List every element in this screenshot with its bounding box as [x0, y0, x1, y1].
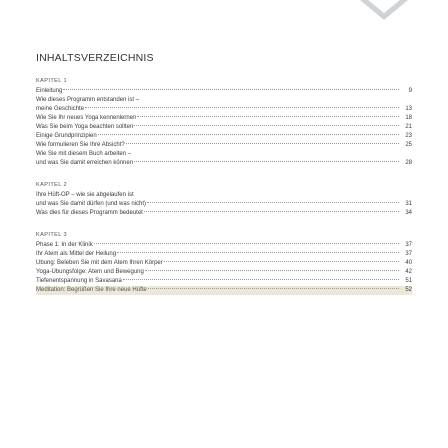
- toc-entry: [36, 159, 412, 168]
- toc-entry: [36, 123, 412, 132]
- toc-entry: [36, 277, 412, 286]
- toc-entry-title: Einleitung: [36, 88, 63, 94]
- toc-entry: [36, 132, 412, 141]
- corner-chevron-icon: [360, 0, 408, 32]
- table-of-contents: [36, 78, 412, 295]
- toc-page-number: 21: [405, 124, 412, 130]
- toc-page-number: 9: [408, 88, 412, 94]
- toc-page-number: 31: [405, 201, 412, 207]
- toc-page-number: 34: [405, 210, 412, 216]
- toc-entry-title: Wie dieses Programm entstanden ist –: [36, 97, 140, 103]
- toc-page-number: 23: [405, 133, 412, 139]
- dot-leader: [94, 243, 399, 244]
- toc-page-number: 18: [405, 115, 412, 121]
- toc-entry-title: meine Geschichte: [36, 106, 85, 112]
- dot-leader: [134, 125, 399, 126]
- toc-entry-title: Tiefenentspannung in Savasana: [36, 278, 122, 284]
- chapter-heading: KAPITEL 3: [36, 232, 68, 238]
- chapter-section: [36, 182, 412, 218]
- dot-leader: [117, 252, 399, 253]
- dot-leader: [164, 261, 399, 262]
- toc-entry: [36, 96, 412, 105]
- toc-page-number: 37: [405, 242, 412, 248]
- dot-leader: [137, 116, 399, 117]
- dot-leader: [144, 211, 399, 212]
- toc-entry: [36, 241, 412, 250]
- toc-entry-title: Was dies für dieses Programm bedeutet: [36, 210, 143, 216]
- toc-entry-title: Wie formulieren Sie Ihre Absicht?: [36, 142, 125, 148]
- dot-leader: [85, 107, 399, 108]
- toc-entry: [36, 105, 412, 114]
- toc-page-number: 51: [405, 278, 412, 284]
- toc-page-number: 28: [405, 160, 412, 166]
- toc-entry-title: Einige Grundprinzipien: [36, 133, 97, 139]
- toc-entry: [36, 286, 412, 295]
- toc-entry: [36, 141, 412, 150]
- toc-entry: [36, 114, 412, 123]
- toc-entry-title: Wie Sie Ihr neues Yoga kennenlernen: [36, 115, 137, 121]
- chapter-heading: KAPITEL 1: [36, 78, 68, 84]
- toc-entry-title: Was Sie beim Yoga beachten sollten: [36, 124, 134, 130]
- dot-leader: [123, 279, 399, 280]
- toc-entry-title: Meditation: Begrüßen Sie Ihre neue Hüfte: [36, 287, 147, 293]
- toc-entry: [36, 200, 412, 209]
- dot-leader: [145, 270, 399, 271]
- toc-entry: [36, 87, 412, 96]
- toc-entry: [36, 250, 412, 259]
- toc-page-number: 42: [405, 269, 412, 275]
- toc-entry: [36, 150, 412, 159]
- toc-page-number: 40: [405, 260, 412, 266]
- toc-page-number: 13: [405, 106, 412, 112]
- toc-page-number: 37: [405, 251, 412, 257]
- toc-entry-title: Übung: Beleben Sie mit dem Atem Ihren Körper: [36, 260, 163, 266]
- toc-entry-title: Wie Sie mit diesem Buch arbeiten –: [36, 151, 132, 157]
- toc-entry: [36, 191, 412, 200]
- chapter-section: [36, 78, 412, 168]
- toc-entry-title: Phase 1: In der Klinik: [36, 242, 93, 248]
- chapter-section: [36, 232, 412, 295]
- dot-leader: [148, 288, 399, 289]
- toc-entry-title: und was Sie damit erreichen können: [36, 160, 134, 166]
- toc-entry-title: Ihr Atem als Mittel der Heilung: [36, 251, 117, 257]
- dot-leader: [126, 143, 399, 144]
- toc-entry-title: Yoga-Übungsfolge: Atem und Bewegung: [36, 269, 144, 275]
- toc-entry-title: Ihre Hüft-OP – wie sie abgelaufen ist: [36, 192, 134, 198]
- toc-entry: [36, 209, 412, 218]
- toc-entry: [36, 268, 412, 277]
- dot-leader: [147, 202, 399, 203]
- dot-leader: [63, 89, 399, 90]
- dot-leader: [134, 161, 399, 162]
- toc-entry-title: und was Sie damit dürfen (und was nicht): [36, 201, 147, 207]
- dot-leader: [98, 134, 399, 135]
- toc-page-number: 25: [405, 142, 412, 148]
- toc-page-number: 52: [405, 287, 412, 293]
- page-title: INHALTSVERZEICHNIS: [36, 52, 154, 64]
- chapter-heading: KAPITEL 2: [36, 182, 68, 188]
- toc-entry: [36, 259, 412, 268]
